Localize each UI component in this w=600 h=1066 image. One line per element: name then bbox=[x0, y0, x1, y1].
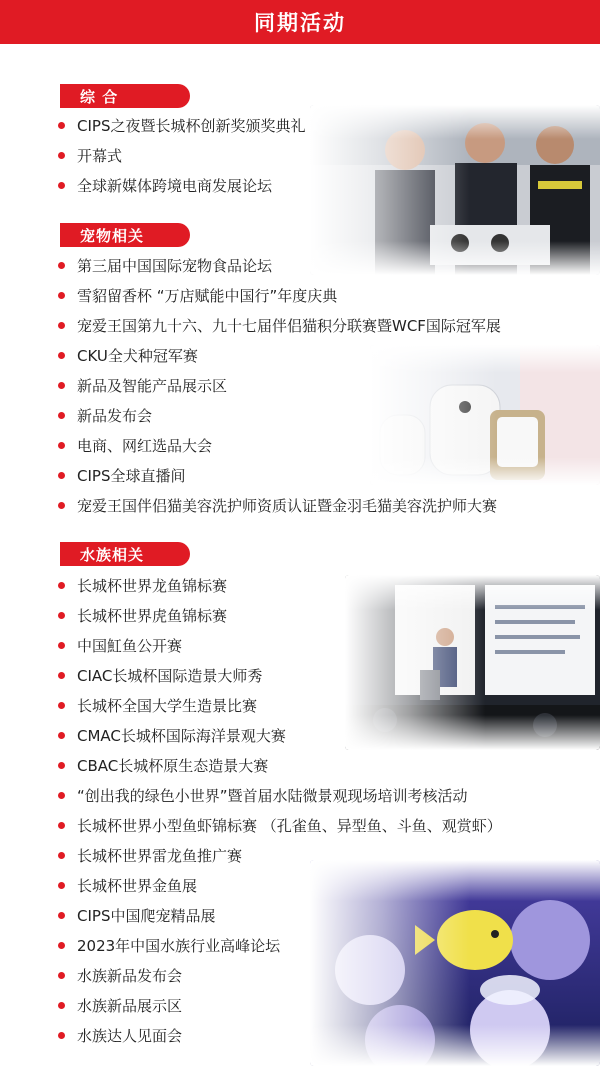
list-item: 长城杯世界金鱼展 bbox=[58, 870, 502, 900]
bullet-icon bbox=[58, 472, 65, 479]
pet-activities-list bbox=[58, 250, 501, 520]
bullet-icon bbox=[58, 582, 65, 589]
bullet-icon bbox=[58, 382, 65, 389]
list-item: 新品发布会 bbox=[58, 400, 501, 430]
list-item: 水族达人见面会 bbox=[58, 1020, 502, 1050]
bullet-icon bbox=[58, 1002, 65, 1009]
bullet-icon bbox=[58, 1032, 65, 1039]
bullet-icon bbox=[58, 442, 65, 449]
list-item: 长城杯世界虎鱼锦标赛 bbox=[58, 600, 502, 630]
bullet-icon bbox=[58, 762, 65, 769]
list-item: 2023年中国水族行业高峰论坛 bbox=[58, 930, 502, 960]
list-item: 长城杯世界龙鱼锦标赛 bbox=[58, 570, 502, 600]
list-item: CMAC长城杯国际海洋景观大赛 bbox=[58, 720, 502, 750]
bullet-icon bbox=[58, 122, 65, 129]
list-item: 新品及智能产品展示区 bbox=[58, 370, 501, 400]
list-item: 长城杯世界雷龙鱼推广赛 bbox=[58, 840, 502, 870]
bullet-icon bbox=[58, 972, 65, 979]
list-item: 水族新品展示区 bbox=[58, 990, 502, 1020]
bullet-icon bbox=[58, 502, 65, 509]
bullet-icon bbox=[58, 942, 65, 949]
bullet-icon bbox=[58, 352, 65, 359]
list-item: “创出我的绿色小世界”暨首届水陆微景观现场培训考核活动 bbox=[58, 780, 502, 810]
list-item: 中国魟鱼公开赛 bbox=[58, 630, 502, 660]
list-item: 水族新品发布会 bbox=[58, 960, 502, 990]
list-item: 第三届中国国际宠物食品论坛 bbox=[58, 250, 501, 280]
bullet-icon bbox=[58, 612, 65, 619]
section-tag-general: 综 合 bbox=[60, 84, 190, 108]
list-item: CBAC长城杯原生态造景大赛 bbox=[58, 750, 502, 780]
list-item: CIAC长城杯国际造景大师秀 bbox=[58, 660, 502, 690]
bullet-icon bbox=[58, 702, 65, 709]
list-item: 长城杯世界小型鱼虾锦标赛 （孔雀鱼、异型鱼、斗鱼、观赏虾） bbox=[58, 810, 502, 840]
page-title: 同期活动 bbox=[254, 11, 346, 35]
bullet-icon bbox=[58, 322, 65, 329]
bullet-icon bbox=[58, 412, 65, 419]
list-item: 宠爱王国伴侣猫美容洗护师资质认证暨金羽毛猫美容洗护师大赛 bbox=[58, 490, 501, 520]
list-item: 宠爱王国第九十六、九十七届伴侣猫积分联赛暨WCF国际冠军展 bbox=[58, 310, 501, 340]
list-item: 长城杯全国大学生造景比赛 bbox=[58, 690, 502, 720]
aquatic-activities-list bbox=[58, 570, 502, 1050]
bullet-icon bbox=[58, 292, 65, 299]
list-item: CIPS全球直播间 bbox=[58, 460, 501, 490]
list-item: CIPS之夜暨长城杯创新奖颁奖典礼 bbox=[58, 110, 305, 140]
list-item: 雪貂留香杯 “万店赋能中国行”年度庆典 bbox=[58, 280, 501, 310]
list-item: 全球新媒体跨境电商发展论坛 bbox=[58, 170, 305, 200]
general-activities-list bbox=[58, 110, 305, 200]
list-item: 电商、网红选品大会 bbox=[58, 430, 501, 460]
list-item: CIPS中国爬宠精品展 bbox=[58, 900, 502, 930]
header-banner bbox=[0, 0, 600, 44]
bullet-icon bbox=[58, 182, 65, 189]
bullet-icon bbox=[58, 672, 65, 679]
bullet-icon bbox=[58, 732, 65, 739]
bullet-icon bbox=[58, 152, 65, 159]
list-item: CKU全犬种冠军赛 bbox=[58, 340, 501, 370]
bullet-icon bbox=[58, 792, 65, 799]
section-tag-aquatics: 水族相关 bbox=[60, 542, 190, 566]
bullet-icon bbox=[58, 642, 65, 649]
list-item: 开幕式 bbox=[58, 140, 305, 170]
bullet-icon bbox=[58, 262, 65, 269]
bullet-icon bbox=[58, 852, 65, 859]
bullet-icon bbox=[58, 912, 65, 919]
bullet-icon bbox=[58, 882, 65, 889]
section-tag-pets: 宠物相关 bbox=[60, 223, 190, 247]
bullet-icon bbox=[58, 822, 65, 829]
